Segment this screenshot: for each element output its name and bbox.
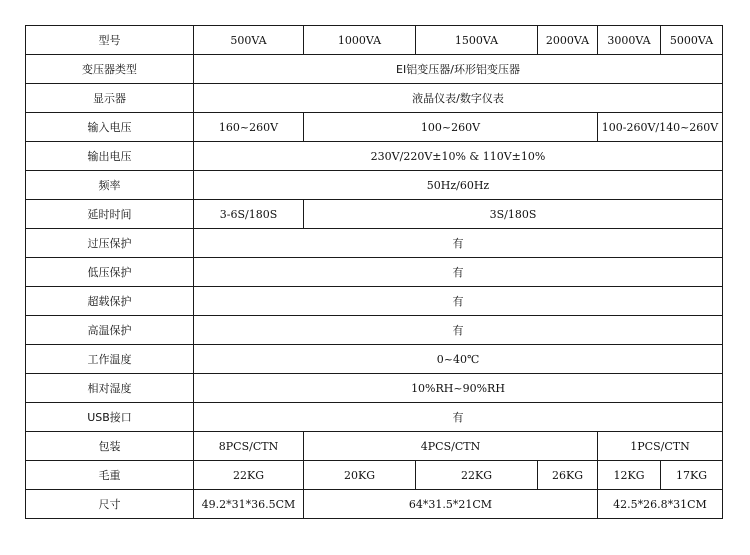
- row-work-temp: [26, 345, 723, 374]
- packing-cell: 4PCS/CTN: [304, 432, 598, 461]
- row-label: 相对湿度: [26, 374, 194, 403]
- input-voltage-cell: 100-260V/140~260V: [598, 113, 723, 142]
- row-label: 输入电压: [26, 113, 194, 142]
- usb-value: 有: [194, 403, 723, 432]
- row-label: 显示器: [26, 84, 194, 113]
- row-label: 变压器类型: [26, 55, 194, 84]
- row-input-voltage: [26, 113, 723, 142]
- delay-cell: 3-6S/180S: [194, 200, 304, 229]
- row-delay: [26, 200, 723, 229]
- overvoltage-value: 有: [194, 229, 723, 258]
- row-label: 工作温度: [26, 345, 194, 374]
- row-output-voltage: [26, 142, 723, 171]
- model-cell: 1000VA: [304, 26, 416, 55]
- weight-cell: 12KG: [598, 461, 661, 490]
- overtemp-value: 有: [194, 316, 723, 345]
- packing-cell: 8PCS/CTN: [194, 432, 304, 461]
- row-frequency: [26, 171, 723, 200]
- packing-cell: 1PCS/CTN: [598, 432, 723, 461]
- frequency-value: 50Hz/60Hz: [194, 171, 723, 200]
- input-voltage-cell: 100~260V: [304, 113, 598, 142]
- weight-cell: 22KG: [194, 461, 304, 490]
- row-label: 包装: [26, 432, 194, 461]
- row-usb: [26, 403, 723, 432]
- delay-cell: 3S/180S: [304, 200, 723, 229]
- model-cell: 500VA: [194, 26, 304, 55]
- row-label: 型号: [26, 26, 194, 55]
- humidity-value: 10%RH~90%RH: [194, 374, 723, 403]
- work-temp-value: 0~40℃: [194, 345, 723, 374]
- overload-value: 有: [194, 287, 723, 316]
- row-label: USB接口: [26, 403, 194, 432]
- output-voltage-value: 230V/220V±10% & 110V±10%: [194, 142, 723, 171]
- row-label: 过压保护: [26, 229, 194, 258]
- size-cell: 42.5*26.8*31CM: [598, 490, 723, 519]
- input-voltage-cell: 160~260V: [194, 113, 304, 142]
- model-cell: 2000VA: [538, 26, 598, 55]
- row-label: 输出电压: [26, 142, 194, 171]
- weight-cell: 22KG: [416, 461, 538, 490]
- row-overvoltage: [26, 229, 723, 258]
- row-label: 高温保护: [26, 316, 194, 345]
- row-label: 尺寸: [26, 490, 194, 519]
- row-model: [26, 26, 723, 55]
- row-label: 频率: [26, 171, 194, 200]
- row-label: 毛重: [26, 461, 194, 490]
- row-packing: [26, 432, 723, 461]
- weight-cell: 26KG: [538, 461, 598, 490]
- row-weight: [26, 461, 723, 490]
- size-cell: 49.2*31*36.5CM: [194, 490, 304, 519]
- row-undervoltage: [26, 258, 723, 287]
- weight-cell: 17KG: [661, 461, 723, 490]
- model-cell: 1500VA: [416, 26, 538, 55]
- row-size: [26, 490, 723, 519]
- row-humidity: [26, 374, 723, 403]
- row-transformer: [26, 55, 723, 84]
- model-cell: 3000VA: [598, 26, 661, 55]
- row-display: [26, 84, 723, 113]
- model-cell: 5000VA: [661, 26, 723, 55]
- spec-table: [25, 25, 723, 519]
- row-overtemp: [26, 316, 723, 345]
- transformer-value: EI铝变压器/环形铝变压器: [194, 55, 723, 84]
- row-label: 延时时间: [26, 200, 194, 229]
- row-label: 超载保护: [26, 287, 194, 316]
- display-value: 液晶仪表/数字仪表: [194, 84, 723, 113]
- row-label: 低压保护: [26, 258, 194, 287]
- weight-cell: 20KG: [304, 461, 416, 490]
- row-overload: [26, 287, 723, 316]
- undervoltage-value: 有: [194, 258, 723, 287]
- size-cell: 64*31.5*21CM: [304, 490, 598, 519]
